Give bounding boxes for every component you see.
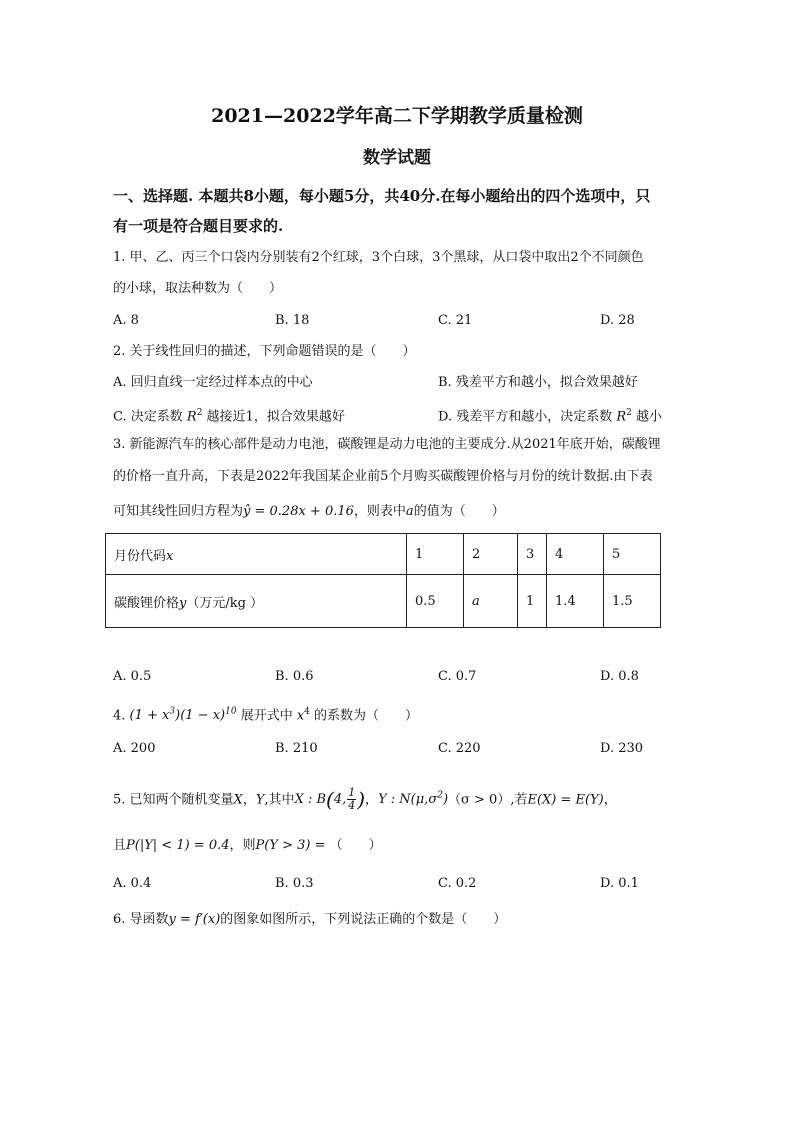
- q1-option-c: C. 21: [438, 313, 473, 328]
- q1-option-a: A. 8: [113, 313, 139, 328]
- normal-distribution: Y : $N(\mu,\sigma^2)$: [378, 791, 449, 808]
- table-row: [106, 534, 661, 575]
- q2-option-c: C. 决定系数 $R^2$ 越接近1，拟合效果越好: [113, 408, 345, 425]
- q5-option-a: A. 0.4: [113, 876, 152, 891]
- q6-stem: 6. 导函数y = f′(x)的图象如图所示，下列说法正确的个数是（ ）: [113, 912, 507, 927]
- exam-subtitle: 数学试题: [363, 148, 431, 168]
- section-heading-line1: 一、选择题. 本题共8小题，每小题5分，共40分.在每小题给出的四个选项中，只: [113, 187, 651, 205]
- q3-stem-line2: 的价格一直升高，下表是2022年我国某企业前5个月购买碳酸锂价格与月份的统计数据.由下表: [113, 469, 653, 484]
- q5-option-b: B. 0.3: [275, 876, 314, 891]
- q2-option-b: B. 残差平方和越小，拟合效果越好: [438, 375, 638, 390]
- q1-stem-line2: 的小球，取法种数为（ ）: [113, 281, 283, 296]
- fraction: $\frac{1}{4}$: [348, 786, 356, 813]
- q2-option-d: D. 残差平方和越小，决定系数 $R^2$ 越小: [438, 408, 663, 425]
- q2-stem: 2. 关于线性回归的描述，下列命题错误的是（ ）: [113, 344, 416, 359]
- q4-stem: 4. $(1 + x^3)(1 - x)^{10}$ 展开式中 $x^4$ 的系数为（ ）: [113, 707, 419, 724]
- table-row: [106, 575, 661, 628]
- table-cell: 3: [518, 534, 547, 575]
- q1-option-b: B. 18: [275, 313, 310, 328]
- q5-option-c: C. 0.2: [438, 876, 477, 891]
- q1-stem-line1: 1. 甲、乙、丙三个口袋内分别装有2个红球，3个白球，3个黑球，从口袋中取出2个不同颜色: [113, 250, 644, 265]
- table-header-cell: 碳酸锂价格y（万元/kg ）: [106, 575, 407, 628]
- table-cell: 1.5: [604, 575, 661, 628]
- q3-option-b: B. 0.6: [275, 669, 314, 684]
- q5-stem-line2: 且P(|Y| < 1) = 0.4，则P(Y > 3) = （ ）: [113, 838, 382, 853]
- table-header-cell: 月份代码x: [106, 534, 407, 575]
- q4-option-b: B. 210: [275, 741, 318, 756]
- q3-stem-line3: 可知其线性回归方程为ŷ = 0.28x + 0.16，则表中a的值为（ ）: [113, 504, 505, 519]
- table-cell: 0.5: [407, 575, 464, 628]
- table-cell: 2: [464, 534, 518, 575]
- table-cell: 1: [407, 534, 464, 575]
- q5-stem-line1: 5. 已知两个随机变量X，Y,其中X : B(4, $\frac{1}{4}$ )，Y : $N(\mu,\sigma^2)(\sigma > 0)$,若E(X) = E(Y)，: [113, 786, 617, 813]
- table-cell: 4: [547, 534, 604, 575]
- regression-equation: ŷ = 0.28x + 0.16: [243, 504, 354, 519]
- q4-option-d: D. 230: [600, 741, 644, 756]
- q3-stem-line1: 3. 新能源汽车的核心部件是动力电池，碳酸锂是动力电池的主要成分.从2021年底开始，碳酸锂: [113, 437, 661, 452]
- q4-option-c: C. 220: [438, 741, 481, 756]
- q4-option-a: A. 200: [113, 741, 156, 756]
- q3-option-a: A. 0.5: [113, 669, 152, 684]
- exam-title: 2021—2022学年高二下学期教学质量检测: [211, 105, 583, 127]
- binomial-expression: $(1 + x^3)(1 - x)^{10}$: [129, 707, 237, 724]
- q1-option-d: D. 28: [600, 313, 635, 328]
- section-heading-line2: 有一项是符合题目要求的.: [113, 217, 284, 235]
- q2-option-a: A. 回归直线一定经过样本点的中心: [113, 375, 313, 390]
- binomial-distribution: X : B(4, $\frac{1}{4}$ ): [294, 786, 366, 813]
- q5-option-d: D. 0.1: [600, 876, 639, 891]
- q3-option-c: C. 0.7: [438, 669, 477, 684]
- table-cell: a: [464, 575, 518, 628]
- table-cell: 5: [604, 534, 661, 575]
- table-cell: 1: [518, 575, 547, 628]
- table-cell: 1.4: [547, 575, 604, 628]
- data-table: [105, 533, 661, 628]
- q3-option-d: D. 0.8: [600, 669, 639, 684]
